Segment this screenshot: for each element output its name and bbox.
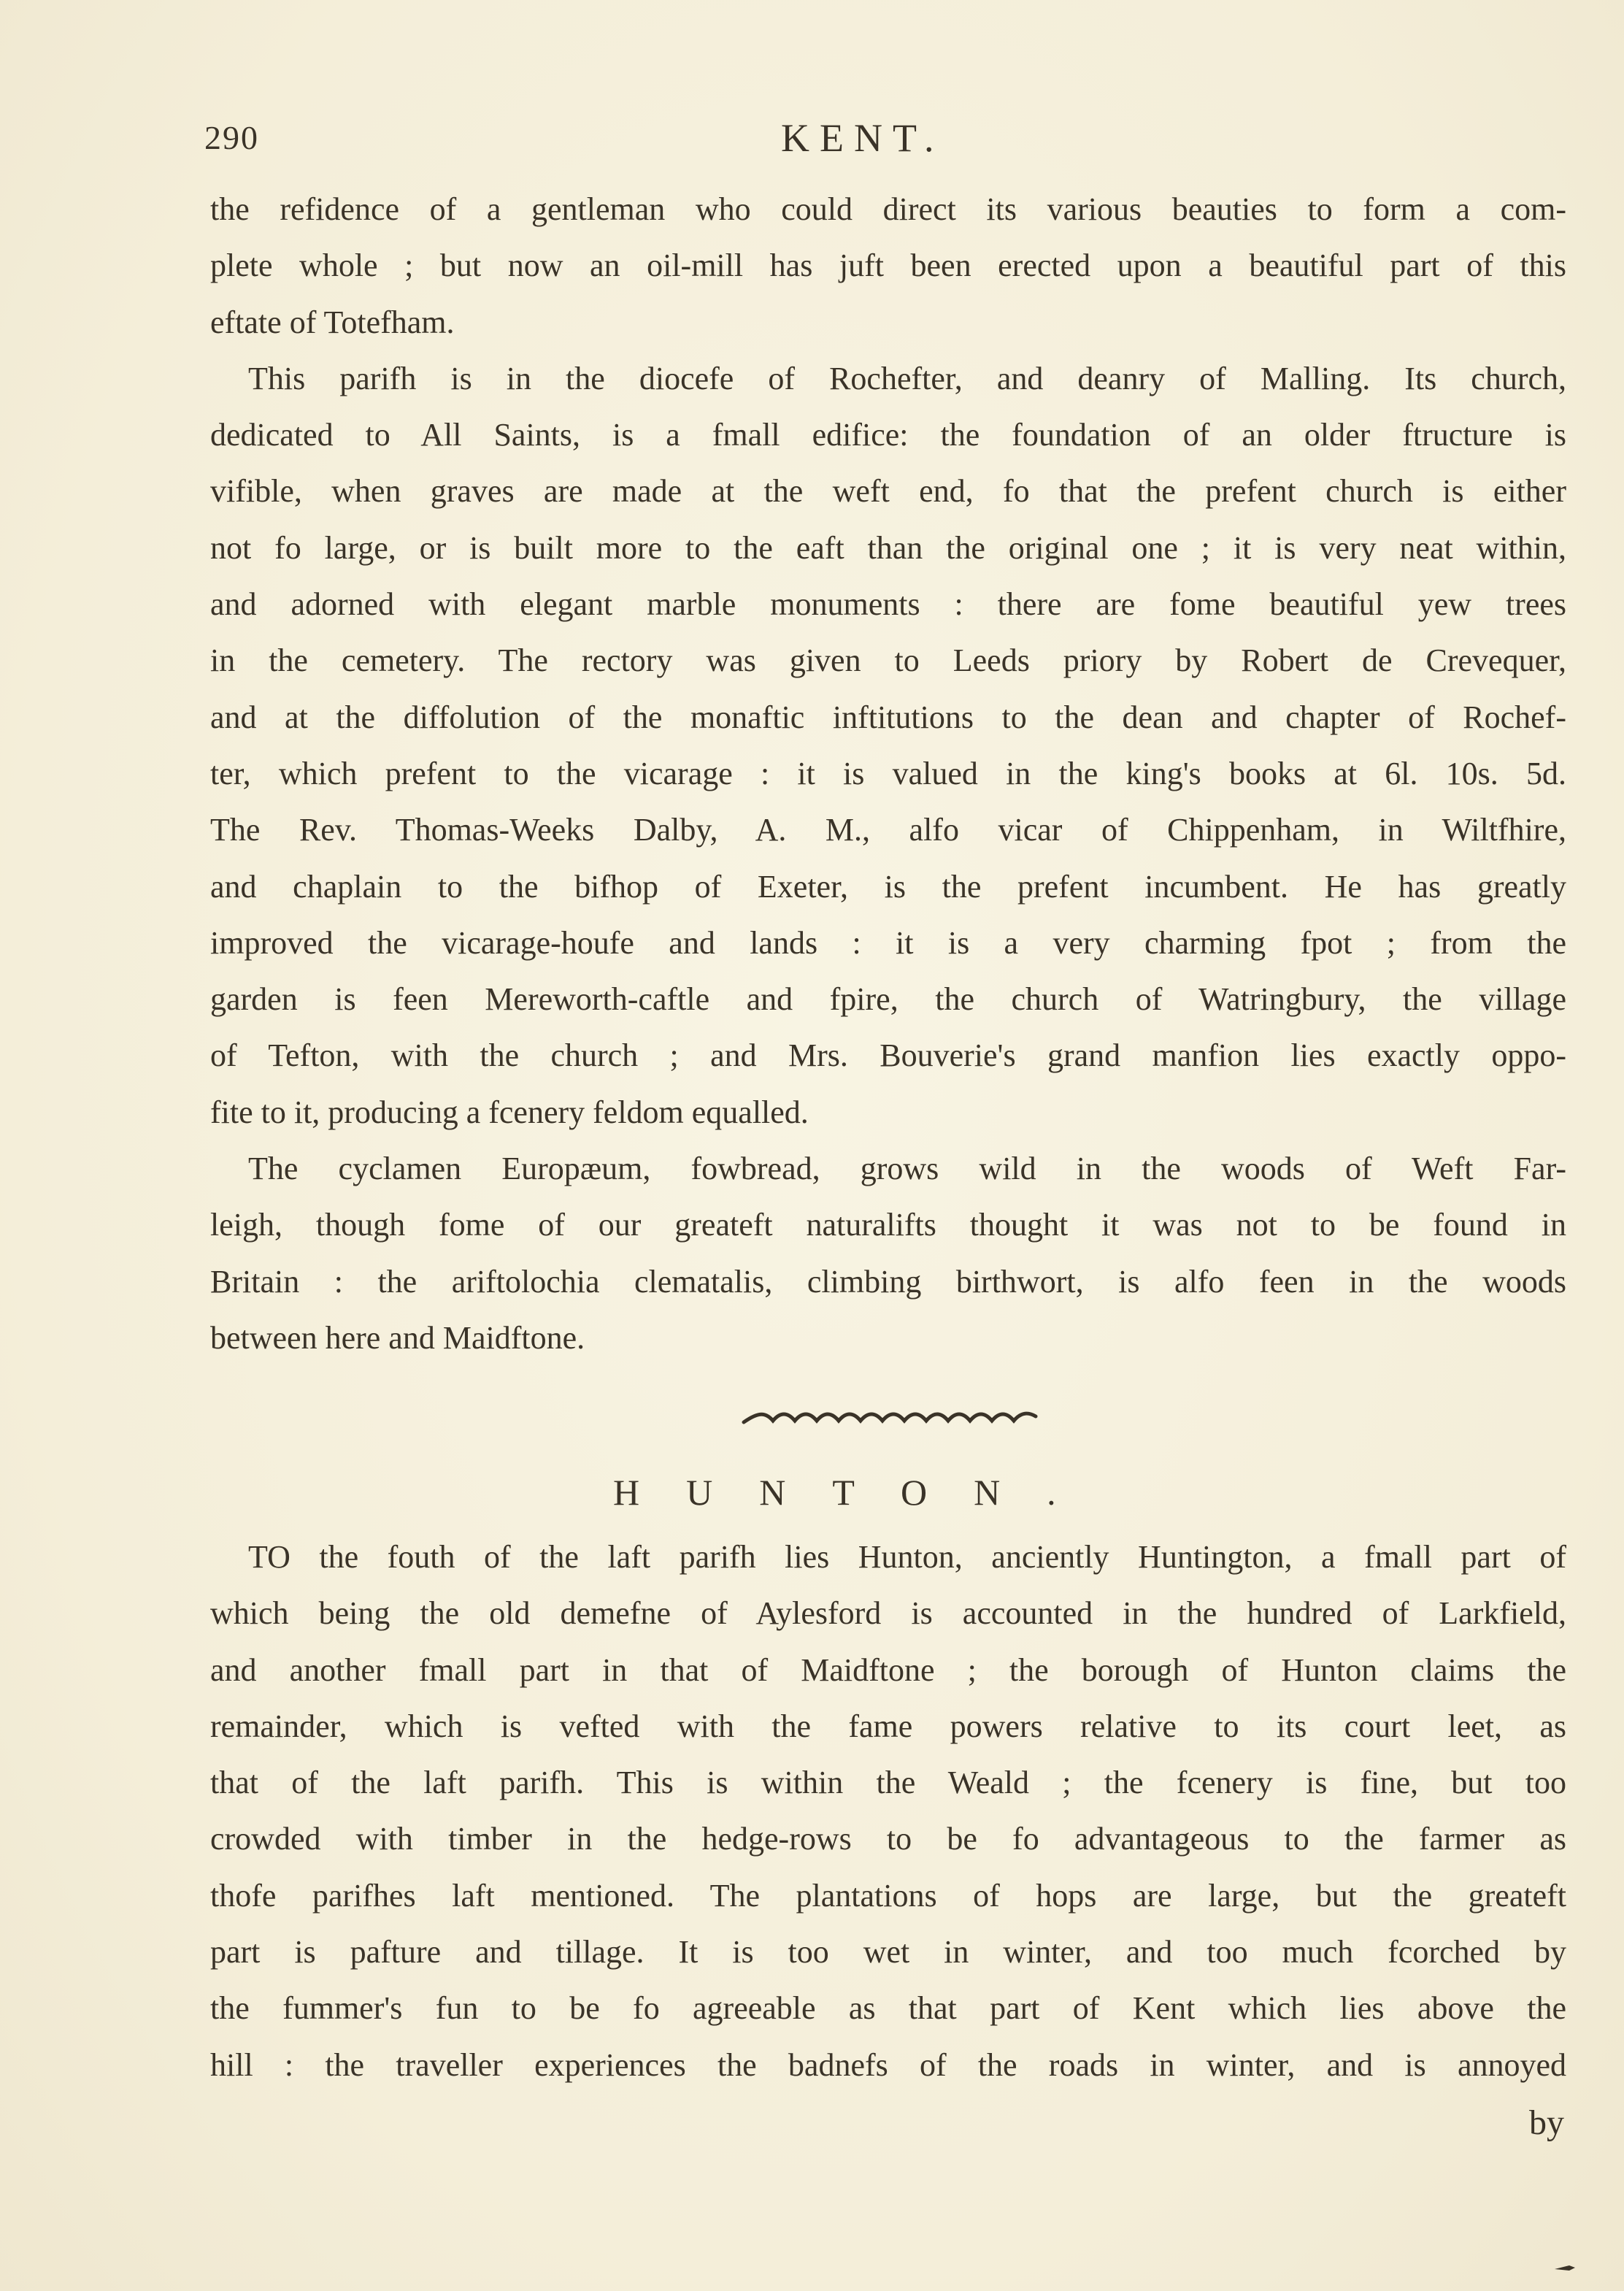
text-line: the fummer's fun to be fo agreeable as that part of Kent which lies above the xyxy=(210,1990,1566,2027)
page-header xyxy=(197,118,1569,169)
text-line: part is pafture and tillage. It is too wet in winter, and too much fcorched by xyxy=(210,1934,1566,1970)
running-title: KENT. xyxy=(781,116,944,160)
text-line: that of the laft parifh. This is within the Weald ; the fcenery is fine, but too xyxy=(210,1765,1566,1801)
ornament-divider xyxy=(741,1411,1039,1427)
text-line: garden is feen Mereworth-caftle and fpire, the church of Watringbury, the village xyxy=(210,981,1566,1018)
text-line: This parifh is in the diocefe of Rochefter, and deanry of Malling. Its church, xyxy=(248,360,1566,396)
text-line: crowded with timber in the hedge-rows to be fo advantageous to the farmer as xyxy=(210,1821,1566,1857)
text-line: hill : the traveller experiences the badnefs of the roads in winter, and is annoyed xyxy=(210,2046,1566,2083)
text-line: thofe parifhes laft mentioned. The plantations of hops are large, but the greateft xyxy=(210,1877,1566,1914)
section-text xyxy=(210,1529,1566,2093)
text-line: of Tefton, with the church ; and Mrs. Bouverie's grand manfion lies exactly oppo- xyxy=(210,1037,1566,1074)
text-line: leigh, though fome of our greateft naturalifts thought it was not to be found in xyxy=(210,1207,1566,1243)
text-line: ter, which prefent to the vicarage : it is valued in the king's books at 6l. 10s. 5d. xyxy=(210,755,1566,791)
text-line: vifible, when graves are made at the weft end, fo that the prefent church is either xyxy=(210,473,1566,510)
text-line: between here and Maidftone. xyxy=(210,1319,585,1356)
text-line: fite to it, producing a fcenery feldom equalled. xyxy=(210,1094,809,1130)
text-line: improved the vicarage-houfe and lands : it is a very charming fpot ; from the xyxy=(210,924,1566,961)
text-line: remainder, which is vefted with the fame powers relative to its court leet, as xyxy=(210,1708,1566,1744)
text-line: not fo large, or is built more to the eaft than the original one ; it is very neat within, xyxy=(210,529,1566,566)
main-text xyxy=(210,181,1566,1366)
text-line: and chaplain to the bifhop of Exeter, is the prefent incumbent. He has greatly xyxy=(210,868,1566,905)
text-line: plete whole ; but now an oil-mill has juft been erected upon a beautiful part of this xyxy=(210,247,1566,284)
section-heading: HUNTON. xyxy=(613,1472,1103,1513)
text-line: which being the old demefne of Aylesford is accounted in the hundred of Larkfield, xyxy=(210,1595,1566,1632)
catchword: by xyxy=(1529,2103,1564,2142)
text-line: dedicated to All Saints, is a fmall edifice: the foundation of an older ftructure is xyxy=(210,417,1566,453)
text-line: and at the diffolution of the monaftic inftitutions to the dean and chapter of Rochef- xyxy=(210,699,1566,735)
text-line: the refidence of a gentleman who could direct its various beauties to form a com- xyxy=(210,191,1566,227)
pointer-mark-icon xyxy=(1553,2262,1577,2273)
text-line: in the cemetery. The rectory was given to Leeds priory by Robert de Crevequer, xyxy=(210,642,1566,679)
page-number: 290 xyxy=(204,119,259,156)
text-line: TO the fouth of the laft parifh lies Hunton, anciently Huntington, a fmall part of xyxy=(248,1539,1566,1575)
text-line: eftate of Totefham. xyxy=(210,304,455,340)
text-line: Britain : the ariftolochia clematalis, climbing birthwort, is alfo feen in the woods xyxy=(210,1263,1566,1300)
text-line: and adorned with elegant marble monuments : there are fome beautiful yew trees xyxy=(210,586,1566,623)
text-line: The Rev. Thomas-Weeks Dalby, A. M., alfo vicar of Chippenham, in Wiltfhire, xyxy=(210,812,1566,848)
text-line: The cyclamen Europæum, fowbread, grows wild in the woods of Weft Far- xyxy=(248,1151,1566,1187)
text-line: and another fmall part in that of Maidftone ; the borough of Hunton claims the xyxy=(210,1651,1566,1688)
